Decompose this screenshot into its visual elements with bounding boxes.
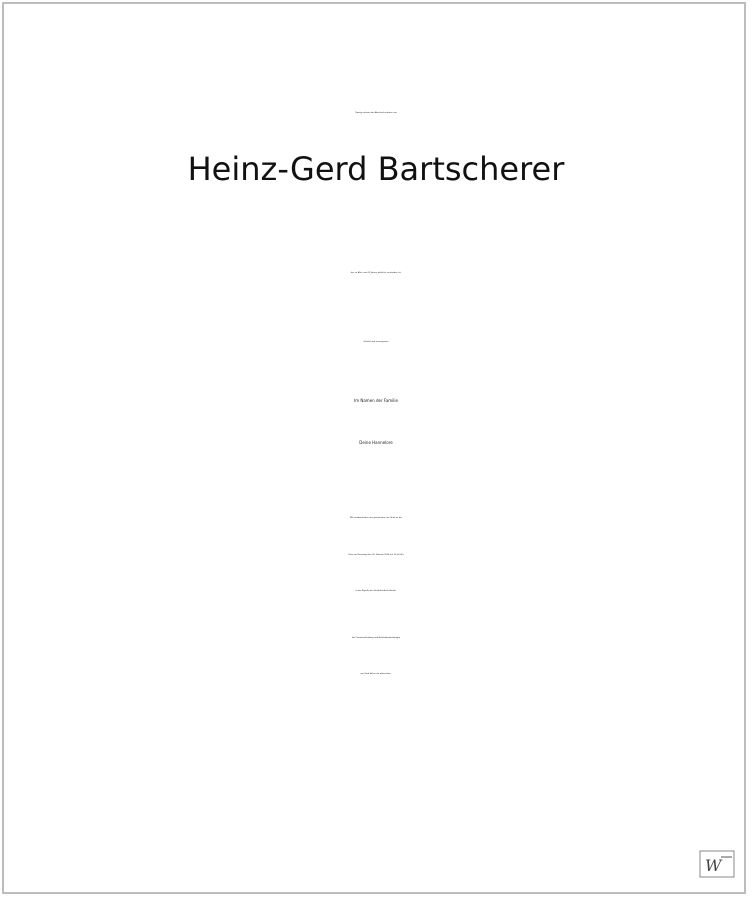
- deceased-name: Heinz-Gerd Bartscherer: [187, 150, 565, 188]
- svg-text:W: W: [705, 856, 722, 875]
- signature-line-1: Im Namen der Familie: [354, 398, 398, 403]
- signature-line-2: Deine Hannelore: [359, 440, 393, 445]
- notice-border: [2, 2, 746, 894]
- funeral-home-logo-icon: [699, 850, 735, 878]
- ceremony-line-3: in der Kapelle des Heidefriedhofs Breloh.: [355, 590, 397, 592]
- request-line-2: am Grab bitten wir abzusehen.: [360, 673, 392, 675]
- ceremony-line-1: Wir verabschieden uns gemeinsam von Gerd an der: [349, 517, 403, 519]
- ceremony-line-2: Urne am Dienstag, den 24. Februar 2026 um 10.00 Uhr: [348, 554, 404, 556]
- announcement: Traurig müssen wir Abschied nehmen von: [355, 112, 397, 114]
- motto: Geliebt und unvergessen: [363, 341, 389, 343]
- age-line: der im Alter von 69 Jahren plötzlich verstorben ist.: [350, 272, 402, 274]
- request-line-1: Von Trauerbekleidung und Beileidsbekundungen: [351, 637, 401, 639]
